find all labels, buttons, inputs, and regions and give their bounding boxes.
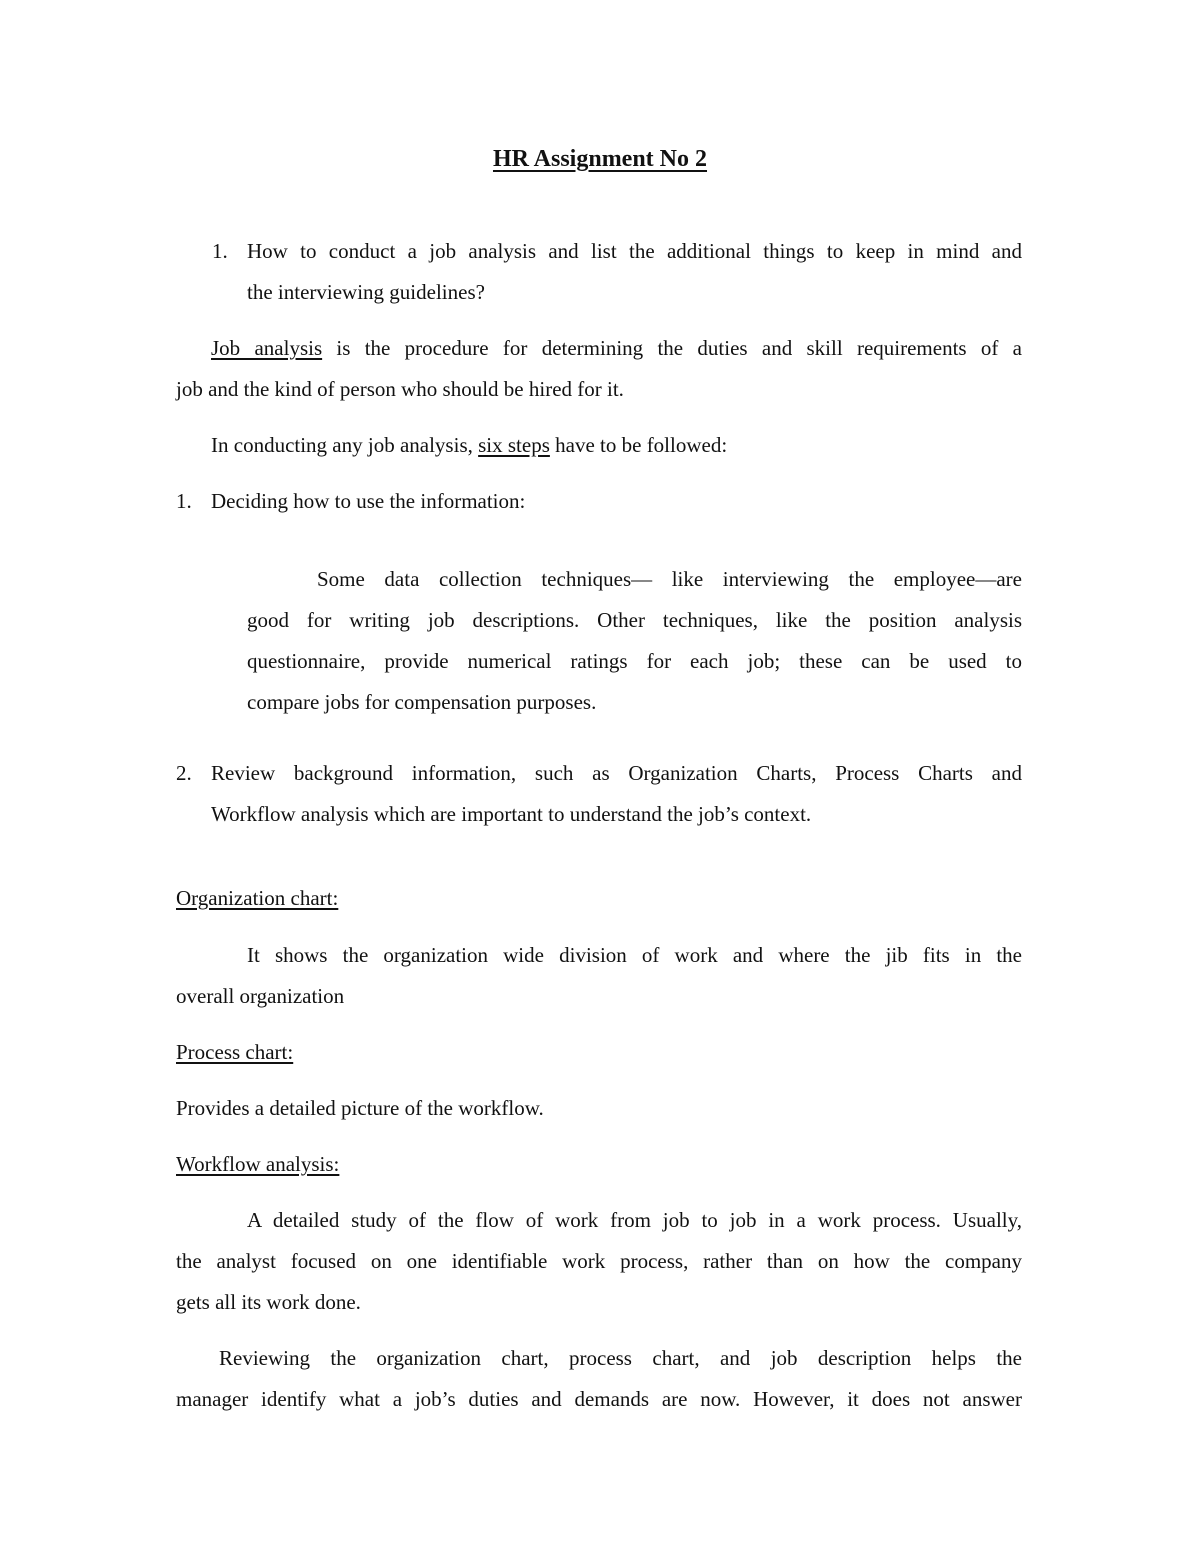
workflow-line-1: A detailed study of the flow of work from job to job in a work process. Usually, — [247, 1208, 1022, 1232]
workflow-line-2: the analyst focused on one identifiable work process, rather than on how the company — [176, 1249, 1022, 1273]
step-2-line-1: Review background information, such as Organization Charts, Process Charts and — [211, 761, 1022, 785]
definition-line-2: job and the kind of person who should be hired for it. — [176, 377, 624, 401]
org-chart-heading: Organization chart: — [176, 886, 339, 910]
step-2-line-2: Workflow analysis which are important to understand the job’s context. — [211, 802, 812, 826]
step-1-para-line-2: good for writing job descriptions. Other techniques, like the position analysis — [247, 608, 1022, 632]
steps-intro — [211, 435, 727, 456]
org-chart-line-2: overall organization — [176, 984, 345, 1008]
workflow-line-3: gets all its work done. — [176, 1290, 361, 1314]
question-number: 1. — [212, 239, 228, 263]
definition-term: Job analysis — [211, 336, 323, 360]
steps-intro-after: have to be followed: — [549, 433, 728, 457]
review-line-2: manager identify what a job’s duties and demands are now. However, it does not answer — [176, 1387, 1022, 1411]
step-1-label: Deciding how to use the information: — [211, 489, 526, 513]
step-1-number: 1. — [176, 489, 192, 513]
process-chart-heading: Process chart: — [176, 1040, 294, 1064]
step-1-para-line-3: questionnaire, provide numerical ratings for each job; these can be used to — [247, 649, 1022, 673]
step-1-para-line-1: Some data collection techniques— like interviewing the employee—are — [317, 567, 1022, 591]
process-chart-line-1: Provides a detailed picture of the workflow. — [176, 1096, 544, 1120]
definition-line-1 — [211, 338, 1022, 359]
definition-line-1-rest: is the procedure for determining the duties and skill requirements of a — [322, 336, 1022, 360]
review-line-1: Reviewing the organization chart, process chart, and job description helps the — [219, 1346, 1022, 1370]
org-chart-line-1: It shows the organization wide division of work and where the jib fits in the — [247, 943, 1022, 967]
question-line-1: How to conduct a job analysis and list the additional things to keep in mind and — [247, 239, 1022, 263]
document-title: HR Assignment No 2 — [492, 146, 708, 172]
steps-intro-emphasis: six steps — [478, 433, 550, 457]
question-line-2: the interviewing guidelines? — [247, 280, 485, 304]
steps-intro-before: In conducting any job analysis, — [211, 433, 479, 457]
step-1-para-line-4: compare jobs for compensation purposes. — [247, 690, 597, 714]
step-2-number: 2. — [176, 761, 192, 785]
workflow-heading: Workflow analysis: — [176, 1152, 340, 1176]
